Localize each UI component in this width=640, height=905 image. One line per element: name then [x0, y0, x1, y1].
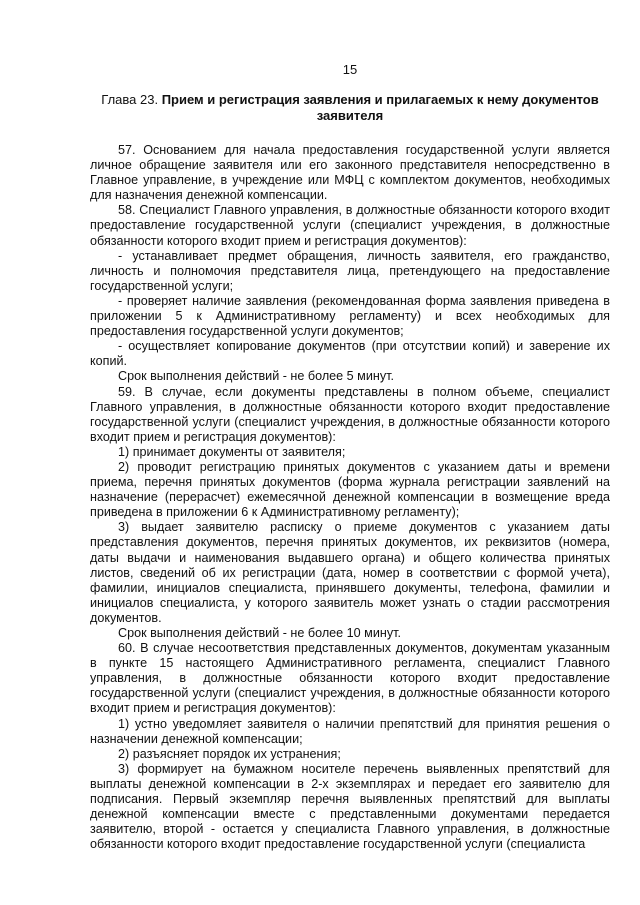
time-limit: Срок выполнения действий - не более 10 минут. [118, 626, 401, 640]
list-item: 3) формирует на бумажном носителе перечень выявленных препятствий для выплаты денежной компенсации в 2-х экземплярах и передает его заявителю для подписания. Первый экземпляр перечня выявленных препятствий для выплаты денежной компенсации вместе с представленными документами передается заявителю, второй - остается у специалиста Главного управления, в должностные обязанности которого входит предоставление государственной услуги (специалиста [90, 761, 610, 852]
list-item: 1) устно уведомляет заявителя о наличии препятствий для принятия решения о назначении денежной компенсации; [90, 716, 610, 746]
chapter-prefix: Глава 23. [101, 92, 159, 107]
paragraph-57: 57. Основанием для начала предоставления государственной услуги является личное обращение заявителя или его законного представителя непосредственно в Главное управление, в учреждение или МФЦ с комплектом документов, необходимых для назначения денежной компенсации. [90, 143, 610, 203]
paragraph-60: 60. В случае несоответствия представленных документов, документам указанным в пункте 15 настоящего Административного регламента, специалист Главного управления, в должностные обязанности которого входит предоставление государственной услуги (специалист учреждения, в должностные обязанности которого входит прием и регистрация документов): [90, 641, 610, 716]
page-number: 15 [342, 62, 358, 77]
list-item: - осуществляет копирование документов (при отсутствии копий) и заверение их копий. [90, 339, 610, 369]
list-item: 1) принимает документы от заявителя; [118, 444, 346, 459]
time-limit: Срок выполнения действий - не более 5 минут. [118, 369, 394, 384]
paragraph-58: 58. Специалист Главного управления, в должностные обязанности которого входит предоставление государственной услуги (специалист учреждения, в должностные обязанности которого входит прием и регистрация документов): [90, 203, 610, 248]
list-item: 2) проводит регистрацию принятых документов с указанием даты и времени приема, перечня принятых документов (форма журнала регистрации заявлений на назначение (перерасчет) ежемесячной денежной компенсации в возмещение вреда приведена в приложении 6 к Административному регламенту); [90, 459, 610, 520]
list-item: - проверяет наличие заявления (рекомендованная форма заявления приведена в приложении 5 к Административному регламенту) и всех необходимых для предоставления государственной услуги документов; [90, 293, 610, 339]
body-text [90, 143, 610, 852]
list-item: - устанавливает предмет обращения, личность заявителя, его гражданство, личность и полномочия представителя лица, претендующего на предоставление государственной услуги; [90, 248, 610, 293]
paragraph-59: 59. В случае, если документы представлены в полном объеме, специалист Главного управления, в должностные обязанности которого входит предоставление государственной услуги (специалист учреждения, в должностные обязанности которого входит прием и регистрация документов): [90, 384, 610, 444]
list-item: 2) разъясняет порядок их устранения; [118, 746, 341, 761]
chapter-title [90, 92, 610, 123]
chapter-heading: Прием и регистрация заявления и прилагаемых к нему документов заявителя [161, 92, 599, 123]
list-item: 3) выдает заявителю расписку о приеме документов с указанием даты представления документов, перечня принятых документов, их реквизитов (номера, даты выдачи и наименования выдавшего органа) и общего количества принятых листов, сведений об их регистрации (дата, номер в соответствии с формой учета), фамилии, инициалов специалиста, принявшего документы, телефона, фамилии и инициалов специалиста, у которого заявитель может узнать о стадии рассмотрения документов. [90, 520, 610, 625]
